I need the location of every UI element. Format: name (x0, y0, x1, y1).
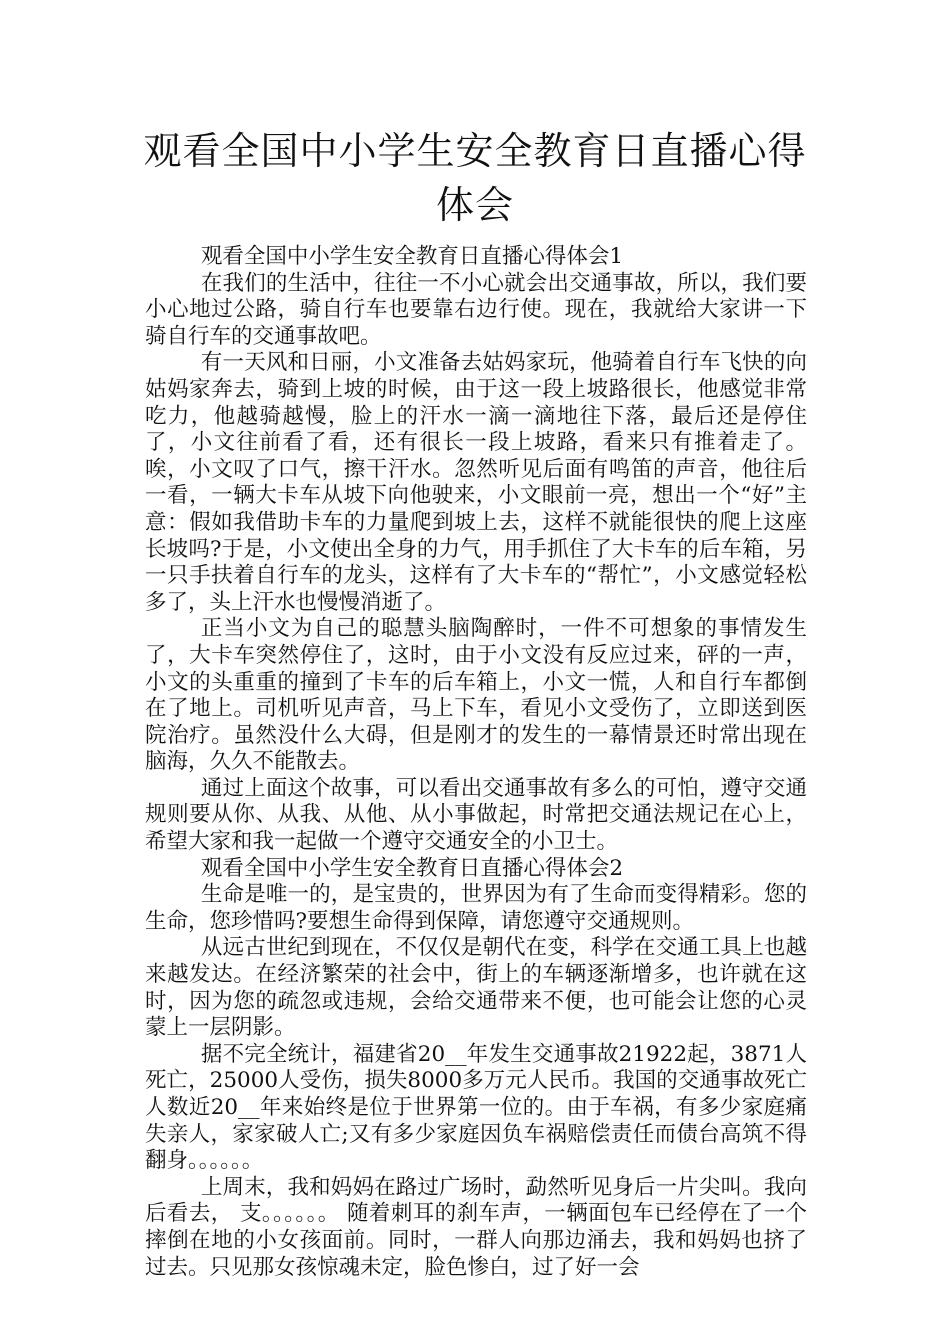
paragraph: 在我们的生活中，往往一不小心就会出交通事故，所以，我们要小心地过公路，骑自行车也要靠右边行使。现在，我就给大家讲一下骑自行车的交通事故吧。 (145, 270, 807, 349)
paragraph: 有一天风和日丽，小文准备去姑妈家玩，他骑着自行车飞快的向姑妈家奔去，骑到上坡的时候，由于这一段上坡路很长，他感觉非常吃力，他越骑越慢，脸上的汗水一滴一滴地往下落，最后还是停住了，小文往前看了看，还有很长一段上坡路，看来只有推着走了。唉，小文叹了口气，擦干汗水。忽然听见后面有鸣笛的声音，他往后一看，一辆大卡车从坡下向他驶来，小文眼前一亮，想出一个“好”主意：假如我借助卡车的力量爬到坡上去，这样不就能很快的爬上这座长坡吗?于是，小文使出全身的力气，用手抓住了大卡车的后车箱，另一只手扶着自行车的龙头，这样有了大卡车的“帮忙”，小文感觉轻松多了，头上汗水也慢慢消逝了。 (145, 350, 807, 615)
paragraph: 从远古世纪到现在，不仅仅是朝代在变，科学在交通工具上也越来越发达。在经济繁荣的社会中，街上的车辆逐渐增多，也许就在这时，因为您的疏忽或违规，会给交通带来不便，也可能会让您的心灵蒙上一层阴影。 (145, 935, 807, 1041)
paragraph: 正当小文为自己的聪慧头脑陶醉时，一件不可想象的事情发生了，大卡车突然停住了，这时，由于小文没有反应过来，砰的一声，小文的头重重的撞到了卡车的后车箱上，小文一慌，人和自行车都倒在了地上。司机听见声音，马上下车，看见小文受伤了，立即送到医院治疗。虽然没什么大碍，但是刚才的发生的一幕情景还时常出现在脑海，久久不能散去。 (145, 616, 807, 775)
document-body (145, 244, 807, 1281)
section-heading-2: 观看全国中小学生安全教育日直播心得体会2 (200, 855, 624, 881)
paragraph: 据不完全统计，福建省20__年发生交通事故21922起，3871人死亡，25000人受伤，损失8000多万元人民币。我国的交通事故死亡人数近20__年来始终是位于世界第一位的。由于车祸，有多少家庭痛失亲人，家家破人亡;又有多少家庭因负车祸赔偿责任而债台高筑不得翻身。。。。。。 (145, 1041, 807, 1174)
paragraph: 生命是唯一的，是宝贵的，世界因为有了生命而变得精彩。您的生命，您珍惜吗?要想生命得到保障，请您遵守交通规则。 (145, 882, 807, 934)
document-title: 观看全国中小学生安全教育日直播心得体会 (143, 129, 807, 227)
section-heading-1: 观看全国中小学生安全教育日直播心得体会1 (200, 244, 624, 269)
paragraph: 通过上面这个故事，可以看出交通事故有多么的可怕，遵守交通规则要从你、从我、从他、从小事做起，时常把交通法规记在心上，希望大家和我一起做一个遵守交通安全的小卫士。 (145, 775, 807, 855)
paragraph: 上周末，我和妈妈在路过广场时，勐然听见身后一片尖叫。我向后看去， 支。。。。。。 随着刺耳的刹车声，一辆面包车已经停在了一个摔倒在地的小女孩面前。同时，一群人向那边涌去，我和妈妈也挤了过去。只见那女孩惊魂未定，脸色惨白，过了好一会 (145, 1174, 807, 1280)
